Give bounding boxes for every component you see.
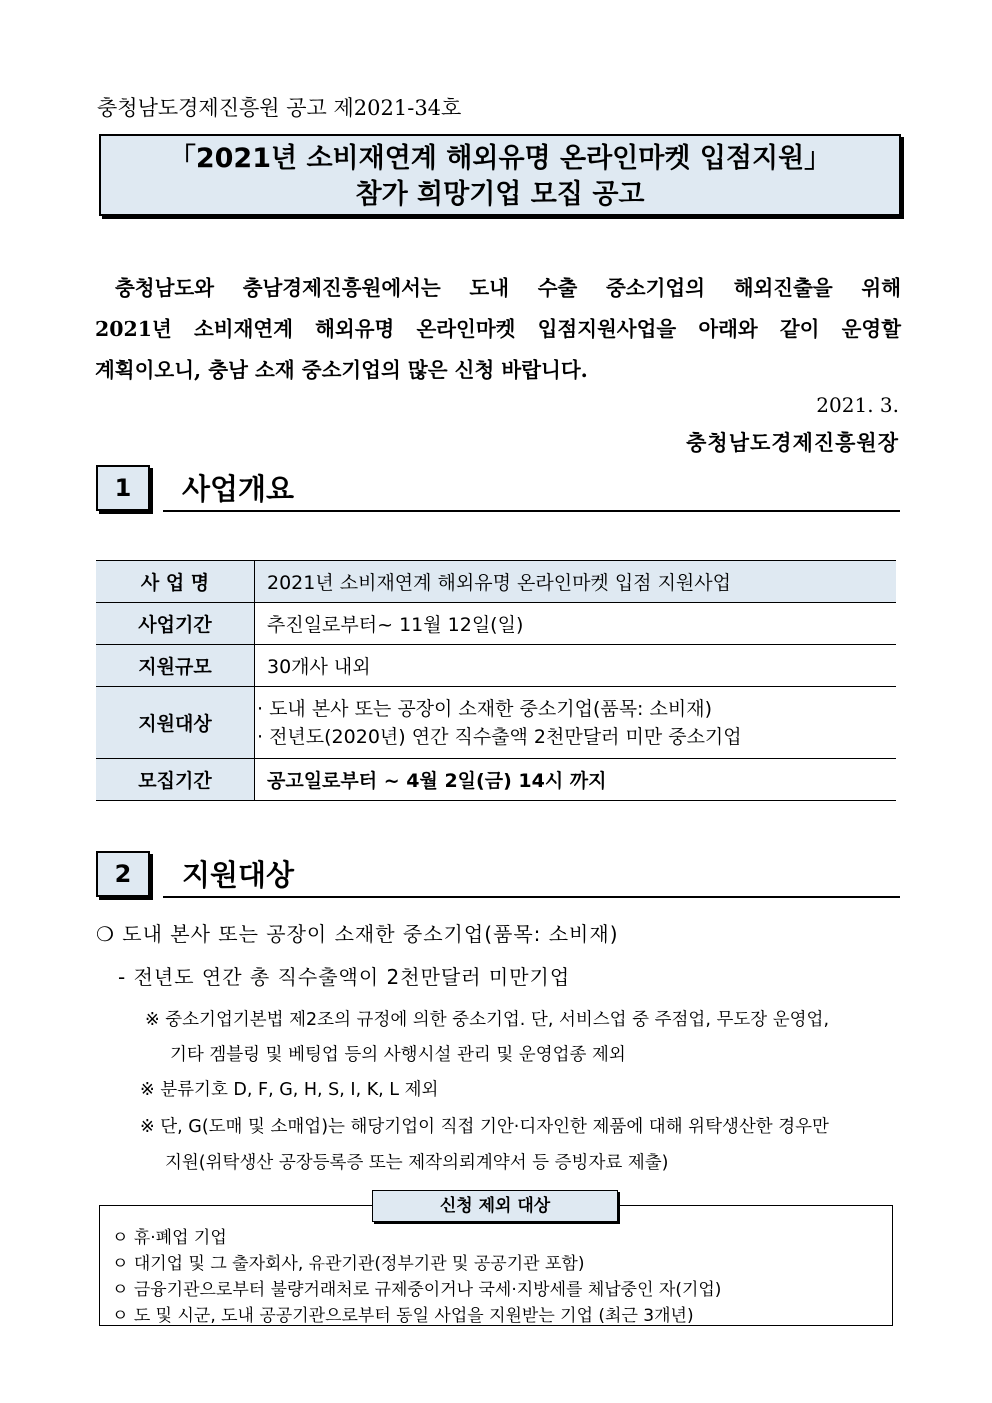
section-1-title: 사업개요: [182, 472, 295, 506]
exclusion-item-4: ㅇ 도 및 시군, 도내 공공기관으로부터 동일 사업을 지원받는 기업 (최근 3개년): [112, 1306, 694, 1326]
table-row: [96, 645, 896, 687]
title-box: [99, 134, 901, 216]
target-item-2: · 전년도(2020년) 연간 직수출액 2천만달러 미만 중소기업: [257, 725, 742, 748]
table-row: [96, 687, 896, 759]
row-label-recruit: 모집기간: [96, 759, 255, 801]
row-label-scale: 지원규모: [96, 645, 255, 687]
title-line-1: 「2021년 소비재연계 해외유명 온라인마켓 입점지원」: [168, 143, 832, 174]
title-line-2: 참가 희망기업 모집 공고: [355, 179, 645, 210]
section-2-title: 지원대상: [182, 858, 295, 892]
notice-number: 충청남도경제진흥원 공고 제2021-34호: [97, 96, 462, 120]
section-1-rule: [163, 510, 900, 512]
intro-paragraph: [95, 268, 901, 391]
table-row: [96, 603, 896, 645]
row-label-target: 지원대상: [96, 687, 255, 759]
row-label-period: 사업기간: [96, 603, 255, 645]
target-dash: - 전년도 연간 총 직수출액이 2천만달러 미만기업: [118, 965, 571, 989]
row-value-period: 추진일로부터~ 11월 12일(일): [255, 603, 897, 645]
target-bullet: ❍ 도내 본사 또는 공장이 소재한 중소기업(품목: 소비재): [96, 922, 619, 946]
row-label-name: 사 업 명: [96, 561, 255, 603]
issuer-name: 충청남도경제진흥원장: [686, 430, 899, 455]
intro-line-1: 충청남도와 충남경제진흥원에서는 도내 수출 중소기업의 해외진출을 위해: [115, 276, 901, 300]
table-row: [96, 759, 896, 801]
note-3-line-1: ※ 단, G(도매 및 소매업)는 해당기업이 직접 기안·디자인한 제품에 대해 위탁생산한 경우만: [140, 1117, 829, 1137]
note-1-line-1: ※ 중소기업기본법 제2조의 규정에 의한 중소기업. 단, 서비스업 중 주점업, 무도장 운영업,: [145, 1010, 830, 1030]
exclusion-item-2: ㅇ 대기업 및 그 출자회사, 유관기관(정부기관 및 공공기관 포함): [112, 1254, 585, 1274]
intro-line-2: 2021년 소비재연계 해외유명 온라인마켓 입점지원사업을 아래와 같이 운영할: [95, 317, 901, 341]
exclusion-item-1: ㅇ 휴·폐업 기업: [112, 1228, 227, 1248]
row-value-recruit: 공고일로부터 ~ 4월 2일(금) 14시 까지: [255, 759, 897, 801]
notice-date: 2021. 3.: [816, 393, 899, 417]
section-2-rule: [163, 896, 900, 898]
note-2: ※ 분류기호 D, F, G, H, S, I, K, L 제외: [140, 1080, 439, 1100]
exclusion-item-3: ㅇ 금융기관으로부터 불량거래처로 규제중이거나 국세·지방세를 체납중인 자(기업): [112, 1280, 722, 1300]
target-item-1: · 도내 본사 또는 공장이 소재한 중소기업(품목: 소비재): [257, 697, 712, 720]
row-value-name: 2021년 소비재연계 해외유명 온라인마켓 입점 지원사업: [255, 561, 897, 603]
section-2-number: 2: [96, 851, 150, 897]
exclusion-title: 신청 제외 대상: [372, 1190, 618, 1222]
section-1-number: 1: [96, 465, 150, 511]
note-1-line-2: 기타 겜블링 및 베팅업 등의 사행시설 관리 및 운영업종 제외: [170, 1045, 626, 1065]
overview-table: [96, 560, 896, 801]
row-value-target: [255, 687, 897, 759]
intro-line-3: 계획이오니, 충남 소재 중소기업의 많은 신청 바랍니다.: [95, 358, 588, 382]
note-3-line-2: 지원(위탁생산 공장등록증 또는 제작의뢰계약서 등 증빙자료 제출): [165, 1153, 669, 1173]
row-value-scale: 30개사 내외: [255, 645, 897, 687]
table-row: [96, 561, 896, 603]
